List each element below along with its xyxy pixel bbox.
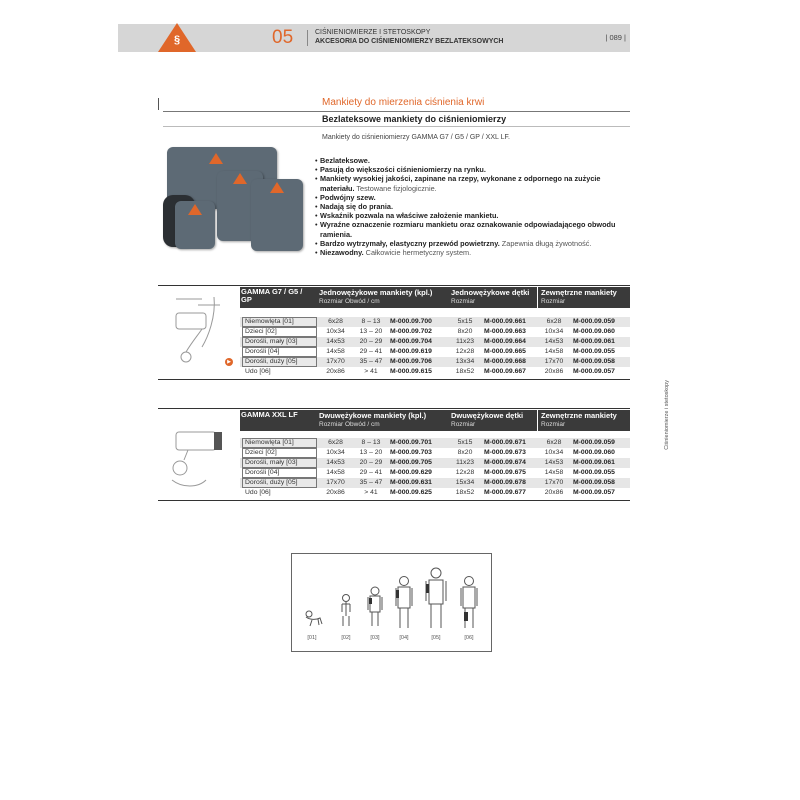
figure-label: [02] [341,635,351,641]
table-row: Dorośli, mały [03] 14x53 20 – 29 M-000.09.705 11x23 M-000.09.674 14x53 M-000.09.061 [240,458,630,468]
chapter-title-block [315,28,504,46]
list-item: • Wskaźnik pozwala na właściwe założenie mankietu. [315,211,635,220]
product-table-2 [158,408,630,508]
list-item: • Wyraźne oznaczenie rozmiaru mankietu oraz oznakowanie odpowiadającego obwodu ramienia. [315,220,635,238]
warning-triangle-icon [188,204,202,215]
divider [158,500,630,501]
column-group-header: Zewnętrzne mankiety Rozmiar [538,410,630,431]
table-row: Udo [06] 20x86 > 41 M-000.09.625 18x52 M-000.09.677 20x86 M-000.09.057 [240,488,630,498]
warning-triangle-icon [209,153,223,164]
warning-triangle-icon [233,173,247,184]
table-row: Dorośli [04] 14x58 29 – 41 M-000.09.629 12x28 M-000.09.675 14x58 M-000.09.055 [240,468,630,478]
table-row: Dzieci [02] 10x34 13 – 20 M-000.09.703 8x20 M-000.09.673 10x34 M-000.09.060 [240,448,630,458]
table-row: Udo [06] 20x86 > 41 M-000.09.615 18x52 M-000.09.667 20x86 M-000.09.057 [240,367,630,377]
feature-list [315,156,635,257]
table-row: Niemowlęta [01] 6x28 8 – 13 M-000.09.700 5x15 M-000.09.661 6x28 M-000.09.059 [240,317,630,327]
list-item: • Podwójny szew. [315,193,635,202]
divider [163,126,630,127]
model-name: GAMMA G7 / G5 / GP [241,287,303,304]
product-table-1 [158,285,630,385]
column-group-header: Jednowężykowe mankiety (kpl.) Rozmiar Obwód / cm [316,287,447,308]
list-item: • Nadają się do prania. [315,202,635,211]
side-label: Ciśnieniomierze i stetoskopy [664,380,670,450]
cuff-diagram-icon [158,410,237,492]
product-image [163,145,311,253]
table-row: Dorośli, duży [05] 17x70 35 – 47 M-000.09.631 15x34 M-000.09.678 17x70 M-000.09.058 [240,478,630,488]
column-group-header: Dwuwężykowe dętki Rozmiar [448,410,537,431]
figure-label: [06] [464,635,474,641]
table-row: Dorośli, mały [03] 14x53 20 – 29 M-000.09.704 11x23 M-000.09.664 14x53 M-000.09.061 [240,337,630,347]
column-group-header: Dwuwężykowe mankiety (kpl.) Rozmiar Obwód / cm [316,410,447,431]
list-item: • Bardzo wytrzymały, elastyczny przewód powietrzny. Zapewnia długą żywotność. [315,239,635,248]
chapter-title: CIŚNIENIOMIERZE I STETOSKOPY [315,29,431,36]
warning-triangle-icon [270,182,284,193]
figure-label: [01] [307,635,317,641]
section-title: Mankiety do mierzenia ciśnienia krwi [322,97,485,108]
list-item: • Niezawodny. Całkowicie hermetyczny system. [315,248,635,257]
column-group-header: Jednowężykowe dętki Rozmiar [448,287,537,308]
table-row: ▶ Dorośli, duży [05] 17x70 35 – 47 M-000.09.706 13x34 M-000.09.668 17x70 M-000.09.058 [240,357,630,367]
divider [307,30,308,46]
chapter-number: 05 [272,27,294,48]
intro-text: Mankiety do ciśnieniomierzy GAMMA G7 / G5 / GP / XXL LF. [322,134,510,141]
divider [163,111,630,112]
list-item: • Bezlateksowe. [315,156,635,165]
section-subtitle: Bezlateksowe mankiety do ciśnieniomierzy [322,114,507,124]
cuff-shape [175,201,215,249]
model-name: GAMMA XXL LF [241,410,298,419]
page-header [118,24,630,52]
figure-label: [04] [399,635,409,641]
divider [158,285,630,286]
figure-label: [05] [431,635,441,641]
cuff-shape [251,179,303,251]
size-figures [291,553,492,652]
list-item: • Mankiety wysokiej jakości, zapinane na rzepy, wykonane z odpornego na zużycie materiału. Testowane fizjologicznie. [315,174,635,192]
divider [158,408,630,409]
column-group-header: Zewnętrzne mankiety Rozmiar [538,287,630,308]
snake-icon: § [173,34,181,46]
figure-label: [03] [370,635,380,641]
divider [158,379,630,380]
chapter-subtitle: AKCESORIA DO CIŚNIENIOMIERZY BEZLATEKSOWYCH [315,38,504,45]
table-row: Dorośli [04] 14x58 29 – 41 M-000.09.619 12x28 M-000.09.665 14x58 M-000.09.055 [240,347,630,357]
table-row: Niemowlęta [01] 6x28 8 – 13 M-000.09.701 5x15 M-000.09.671 6x28 M-000.09.059 [240,438,630,448]
page-number: | 089 | [605,33,626,42]
divider [158,98,159,110]
table-row: Dzieci [02] 10x34 13 – 20 M-000.09.702 8x20 M-000.09.663 10x34 M-000.09.060 [240,327,630,337]
list-item: • Pasują do większości ciśnieniomierzy na rynku. [315,165,635,174]
cuff-diagram-icon [158,287,237,369]
arrow-bullet-icon: ▶ [225,358,233,366]
